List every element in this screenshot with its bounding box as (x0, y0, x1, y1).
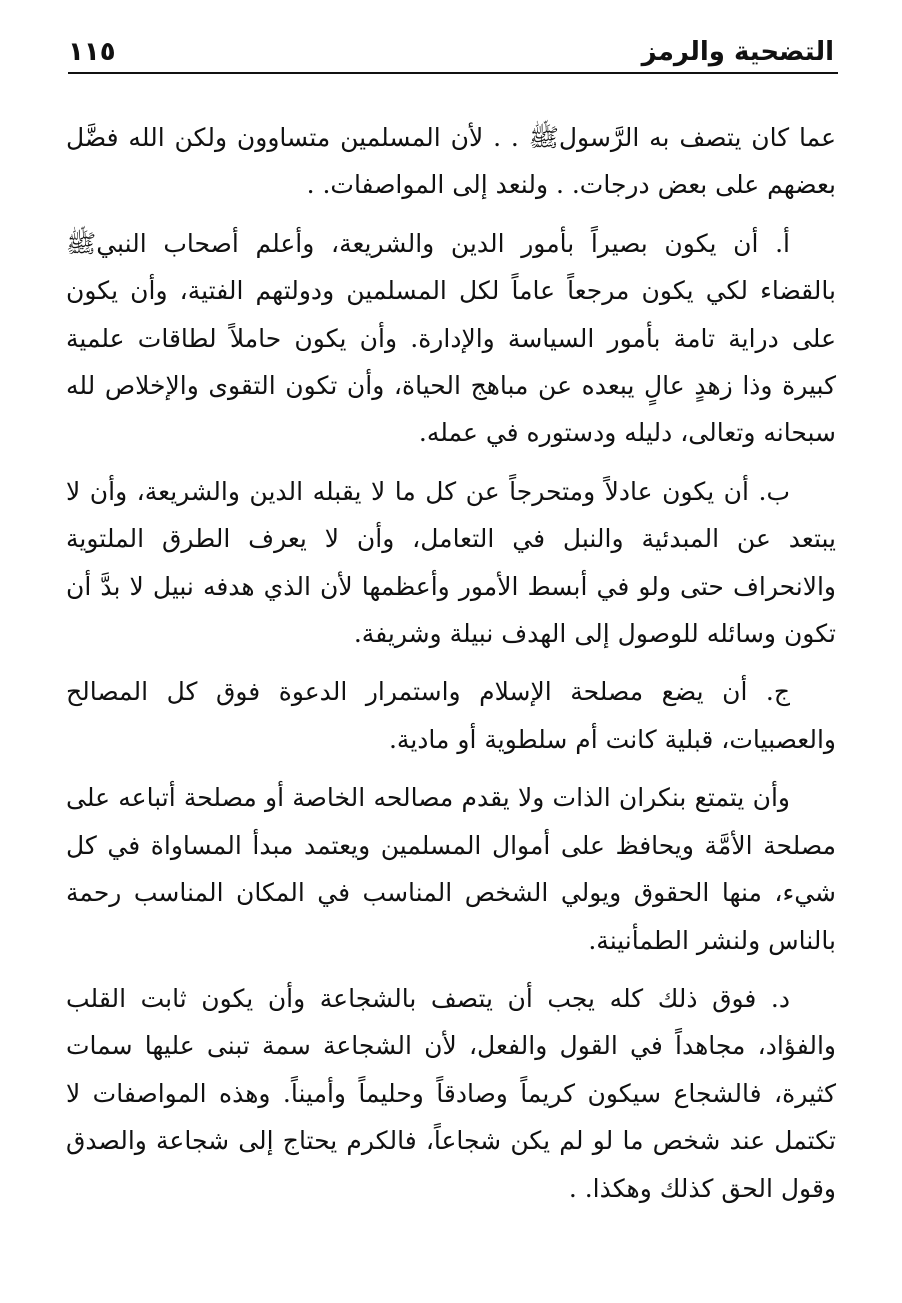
paragraph-criterion-c: ج. أن يضع مصلحة الإسلام واستمرار الدعوة فوق كل المصالح والعصبيات، قبلية كانت أم سلطوية أو مادية. (66, 677, 836, 754)
paragraph-criterion-a: أ. أن يكون بصيراً بأمور الدين والشريعة، وأعلم أصحاب النبيﷺ بالقضاء لكي يكون مرجعاً عاماً لكل المسلمين ودولتهم الفتية، وأن يكون على دراية تامة بأمور السياسة والإدارة. وأن يكون حاملاً لطاقات علمية كبيرة وذا زهدٍ عالٍ يبعده عن مباهج الحياة، وأن تكون التقوى والإخلاص لله سبحانه وتعالى، دليله ودستوره في عمله. (66, 228, 836, 448)
paragraph-continuation: عما كان يتصف به الرَّسولﷺ . . لأن المسلمين متساوون ولكن الله فضَّل بعضهم على بعض درجات. . ولنعد إلى المواصفات. . (66, 123, 836, 200)
header-divider (68, 72, 838, 74)
paragraph-criterion-d: د. فوق ذلك كله يجب أن يتصف بالشجاعة وأن يكون ثابت القلب والفؤاد، مجاهداً في القول والفعل، لأن الشجاعة سمة تبنى عليها سمات كثيرة، فالشجاع سيكون كريماً وصادقاً وحليماً وأميناً. وهذه المواصفات لا تكتمل عند شخص ما لو لم يكن شجاعاً، فالكرم يحتاج إلى شجاعة والصدق وقول الحق كذلك وهكذا. . (66, 983, 836, 1203)
page-header (68, 26, 834, 70)
page-number: ١١٥ (68, 37, 116, 67)
running-title: التضحية والرمز (641, 37, 834, 67)
paragraph-criterion-b: ب. أن يكون عادلاً ومتحرجاً عن كل ما لا يقبله الدين والشريعة، وأن لا يبتعد عن المبدئية والنبل في التعامل، وأن لا يعرف الطرق الملتوية والانحراف حتى ولو في أبسط الأمور وأعظمها لأن الذي هدفه نبيل لا بدَّ أن تكون وسائله للوصول إلى الهدف نبيلة وشريفة. (66, 476, 836, 649)
paragraph-self-denial: وأن يتمتع بنكران الذات ولا يقدم مصالحه الخاصة أو مصلحة أتباعه على مصلحة الأمَّة ويحافظ على أموال المسلمين ويعتمد مبدأ المساواة في كل شيء، منها الحقوق ويولي الشخص المناسب في المكان المناسب رحمة بالناس ولنشر الطمأنينة. (66, 783, 836, 955)
body-text (66, 114, 836, 1212)
